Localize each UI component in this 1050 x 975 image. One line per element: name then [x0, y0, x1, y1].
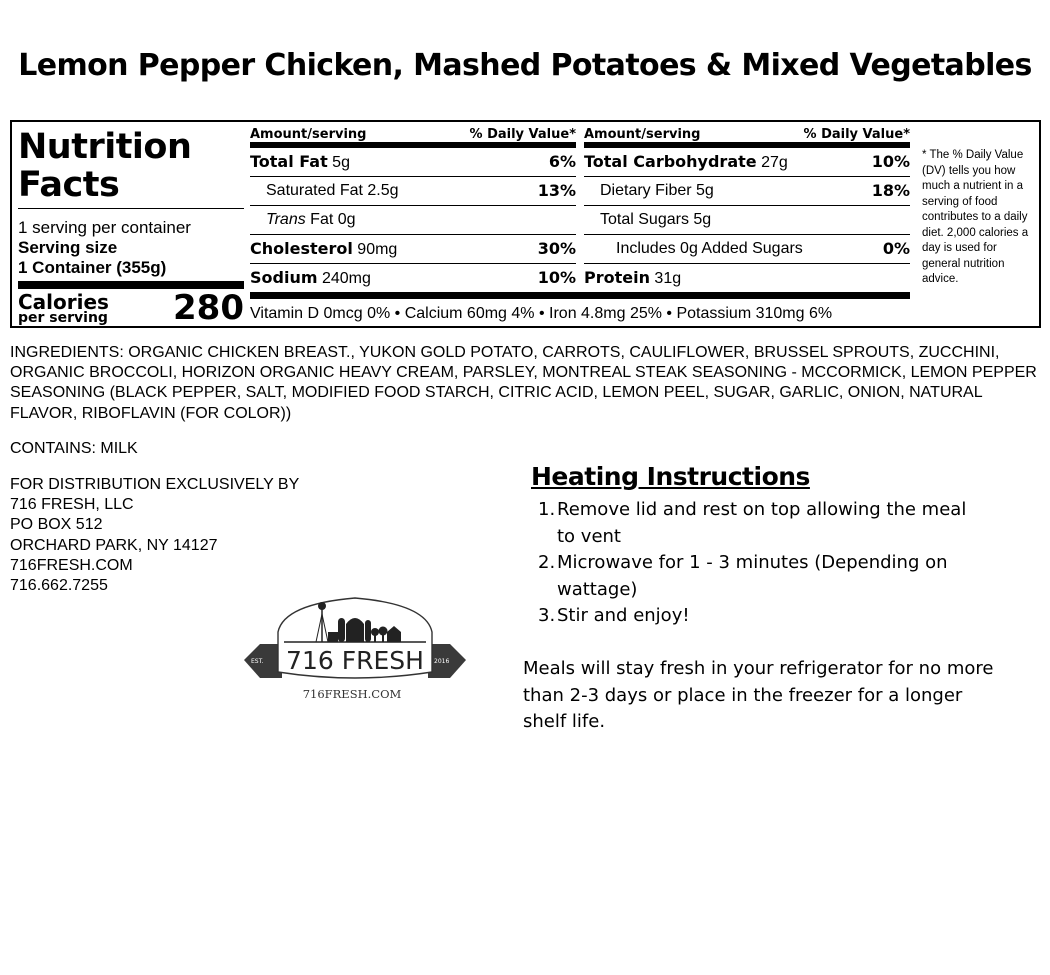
nutrient-name: Total Carbohydrate	[584, 152, 757, 171]
nutrient-amount: 31g	[649, 270, 682, 287]
heating-steps	[538, 497, 988, 630]
nutrient-dv: 6%	[548, 152, 576, 171]
dv-header: % Daily Value*	[803, 127, 910, 142]
daily-value-footnote: * The % Daily Value (DV) tells you how much a nutrient in a serving of food contributes to a daily diet. 2,000 calories a day is used for general nutrition advice.	[922, 149, 1029, 285]
nutrient-row-sodium	[250, 264, 576, 292]
heating-instructions-title: Heating Instructions	[531, 462, 810, 491]
allergen-statement: CONTAINS: MILK	[10, 440, 138, 457]
distributor-line: 716.662.7255	[10, 577, 108, 595]
step-text: Stir and enjoy!	[557, 605, 690, 626]
logo-brand: 716 FRESH	[286, 646, 424, 675]
nutrient-dv: 0%	[882, 239, 910, 258]
distributor-info	[10, 475, 299, 596]
nutrient-amount: Dietary Fiber 5g	[600, 182, 714, 199]
nutrient-name: Protein	[584, 268, 650, 287]
nutrient-amount: Saturated Fat 2.5g	[266, 182, 399, 199]
distributor-line: 716FRESH.COM	[10, 556, 133, 574]
nutrient-name: Total Fat	[250, 152, 328, 171]
nutrient-row-dietary-fiber	[584, 177, 910, 206]
nutrient-amount: Includes 0g Added Sugars	[616, 240, 803, 257]
distributor-line: PO BOX 512	[10, 516, 103, 534]
nutrient-dv: 30%	[537, 239, 576, 258]
vitamins-minerals: Vitamin D 0mcg 0% • Calcium 60mg 4% • Iron 4.8mg 25% • Potassium 310mg 6%	[250, 305, 833, 322]
ingredients-list: INGREDIENTS: ORGANIC CHICKEN BREAST., YUKON GOLD POTATO, CARROTS, CAULIFLOWER, BRUSSEL SPROUTS, ZUCCHINI, ORGANIC BROCCOLI, HORIZON ORGANIC HEAVY CREAM, PARSLEY, MONTREAL STEAK SEASONING - MCCORMICK, LEMON PEPPER SEASONING (BLACK PEPPER, SALT, MODIFIED FOOD STARCH, CITRIC ACID, LEMON PEEL, SUGAR, GARLIC, ONION, NATURAL FLAVOR, RIBOFLAVIN (FOR COLOR))	[10, 344, 1037, 422]
nutrient-dv: 18%	[871, 181, 910, 200]
step-text: Remove lid and rest on top allowing the meal to vent	[557, 499, 967, 547]
servings-per-container: 1 serving per container	[18, 218, 191, 237]
column-header	[250, 122, 576, 148]
distributor-line: 716 FRESH, LLC	[10, 496, 134, 514]
nutrient-dv: 10%	[537, 268, 576, 287]
storage-note: Meals will stay fresh in your refrigerator for no more than 2-3 days or place in the freezer for a longer shelf life.	[523, 658, 994, 732]
nutrition-facts-panel	[10, 120, 1041, 328]
heating-step	[538, 497, 988, 550]
amount-header: Amount/serving	[584, 127, 701, 142]
nutrition-summary	[18, 122, 244, 327]
716-fresh-logo	[244, 596, 466, 706]
step-number: 1.	[538, 499, 556, 520]
heating-step	[538, 550, 988, 603]
calories-value: 280	[173, 288, 244, 328]
nutrient-row-cholesterol	[250, 235, 576, 264]
column-header	[584, 122, 910, 148]
est-label: EST.	[251, 658, 264, 665]
calories-sub-label: per serving	[18, 310, 108, 326]
nutrient-name: Cholesterol	[250, 239, 353, 258]
product-title: Lemon Pepper Chicken, Mashed Potatoes & Mixed Vegetables	[18, 48, 1032, 83]
nutrient-name: Trans	[266, 211, 306, 228]
nutrient-dv: 10%	[871, 152, 910, 171]
nutrient-amount: 90mg	[352, 241, 398, 258]
nutrition-heading	[18, 128, 244, 204]
nutrient-amount: Total Sugars 5g	[600, 211, 712, 228]
nutrition-heading-line1: Nutrition	[18, 127, 192, 167]
calories-label: Calories	[18, 290, 109, 314]
heating-step	[538, 603, 988, 630]
nutrient-column-right	[584, 122, 910, 292]
nutrient-name: Sodium	[250, 268, 318, 287]
dv-header: % Daily Value*	[469, 127, 576, 142]
nutrient-amount: Fat 0g	[305, 211, 356, 228]
nutrition-heading-line2: Facts	[18, 165, 120, 205]
nutrient-row-total-fat	[250, 148, 576, 177]
nutrient-column-left	[250, 122, 576, 292]
nutrient-row-total-sugars	[584, 206, 910, 235]
distributor-line: FOR DISTRIBUTION EXCLUSIVELY BY	[10, 476, 300, 493]
nutrient-amount: 27g	[756, 154, 788, 171]
logo-url: 716FRESH.COM	[302, 687, 402, 701]
nutrient-row-total-carbohydrate	[584, 148, 910, 177]
nutrient-amount: 5g	[327, 154, 350, 171]
nutrient-dv: 13%	[537, 181, 576, 200]
step-text: Microwave for 1 - 3 minutes (Depending on wattage)	[557, 552, 948, 600]
step-number: 3.	[538, 605, 556, 626]
nutrient-amount: 240mg	[317, 270, 371, 287]
nutrient-row-trans-fat	[250, 206, 576, 235]
nutrient-row-added-sugars	[584, 235, 910, 264]
nutrient-row-saturated-fat	[250, 177, 576, 206]
step-number: 2.	[538, 552, 556, 573]
serving-size-label: Serving size	[18, 238, 118, 257]
nutrient-row-protein	[584, 264, 910, 292]
est-year: 2016	[434, 658, 450, 665]
calories-block	[18, 289, 244, 327]
serving-size-value: 1 Container (355g)	[18, 258, 167, 277]
amount-header: Amount/serving	[250, 127, 367, 142]
distributor-line: ORCHARD PARK, NY 14127	[10, 536, 218, 554]
